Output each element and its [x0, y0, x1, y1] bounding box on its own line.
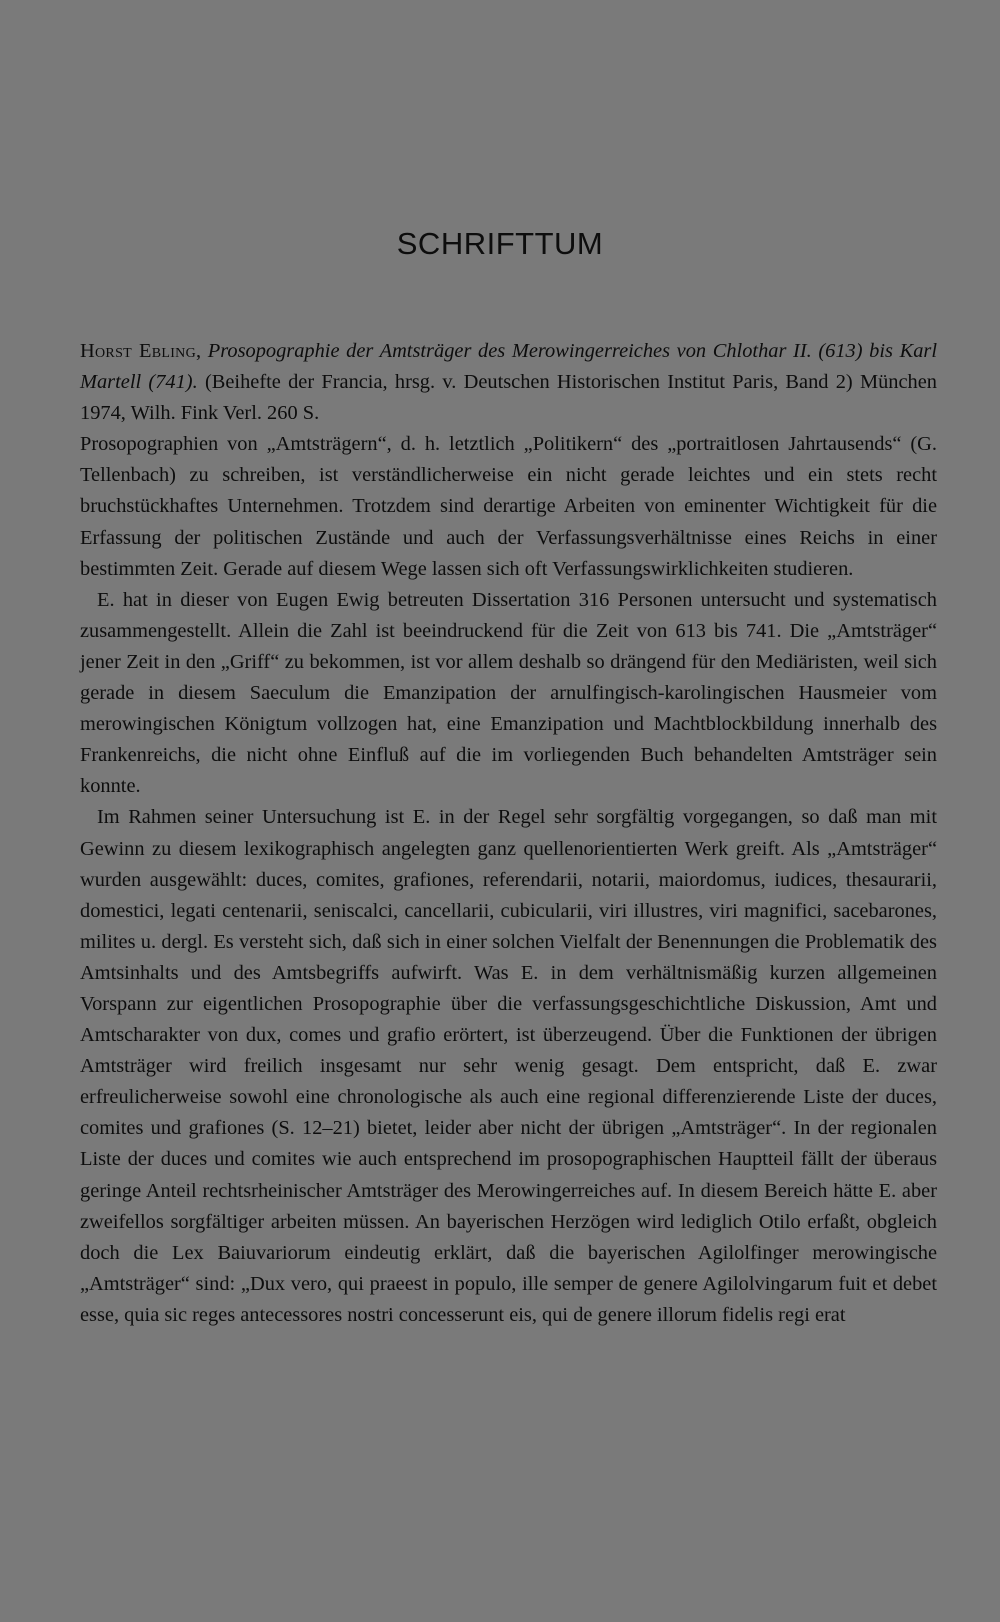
review-paragraph-1: Prosopographien von „Amtsträgern“, d. h. letztlich „Politikern“ des „portraitlosen Jahrtausends“ (G. Tellenbach) zu schreiben, ist verständlicherweise ein nicht gerade leichtes und ein stets recht bruchstückhaftes Unternehmen. Trotzdem sind derartige Arbeiten von eminenter Wichtigkeit für die Erfassung der politischen Zustände und auch der Verfassungsverhältnisse eines Reichs in einer bestimmten Zeit. Gerade auf diesem Wege lassen sich oft Verfassungswirklichkeiten studieren.: [80, 433, 937, 580]
author-separator: ,: [195, 340, 208, 362]
review-paragraph-2: E. hat in dieser von Eugen Ewig betreuten Dissertation 316 Personen untersucht und systematisch zusammengestellt. Allein die Zahl ist beeindruckend für die Zeit von 613 bis 741. Die „Amtsträger“ jener Zeit in den „Griff“ zu bekommen, ist vor allem deshalb so drängend für den Mediäristen, weil sich gerade in diesem Saeculum die Emanzipation der arnulfingisch-karolingischen Hausmeier vom merowingischen Königtum vollzogen hat, eine Emanzipation und Machtblockbildung innerhalb des Frankenreichs, die nicht ohne Einfluß auf die im vorliegenden Buch behandelten Amtsträger sein konnte.: [80, 588, 937, 798]
review-paragraph-3: Im Rahmen seiner Untersuchung ist E. in der Regel sehr sorgfältig vorgegangen, so daß man mit Gewinn zu diesem lexikographisch angelegten ganz quellenorientierten Werk greift. Als „Amtsträger“ wurden ausgewählt: duces, comites, grafiones, referendarii, notarii, maiordomus, iudices, thesaurarii, domestici, legati centenarii, seniscalci, cancellarii, cubicularii, viri illustres, viri magnifici, sacebarones, milites u. dergl. Es versteht sich, daß sich in einer solchen Vielfalt der Benennungen die Problematik des Amtsinhalts und des Amtsbegriffs aufwirft. Was E. in dem verhältnismäßig kurzen allgemeinen Vorspann zur eigentlichen Prosopographie über die verfassungsgeschichtliche Diskussion, Amt und Amtscharakter von dux, comes und grafio erörtert, ist überzeugend. Über die Funktionen der übrigen Amtsträger wird freilich insgesamt nur sehr wenig gesagt. Dem entspricht, daß E. zwar erfreulicherweise sowohl eine chronologische als auch eine regional differenzierende Liste der duces, comites und grafiones (S. 12–21) bietet, leider aber nicht der übrigen „Amtsträger“. In der regionalen Liste der duces und comites wie auch entsprechend im prosopographischen Hauptteil fällt der überaus geringe Anteil rechtsrheinischer Amtsträger des Merowingerreiches auf. In diesem Bereich hätte E. aber zweifellos sorgfältiger arbeiten müssen. An bayerischen Herzögen wird lediglich Otilo erfaßt, obgleich doch die Lex Baiuvariorum eindeutig erklärt, daß die bayerischen Agilolfinger merowingische „Amtsträger“ sind: „Dux vero, qui praeest in populo, ille semper de genere Agilolvingarum fuit et debet esse, quia sic reges antecessores nostri concesserunt eis, qui de genere illorum fidelis regi erat: [80, 806, 937, 1326]
section-title: SCHRIFTTUM: [396, 226, 604, 261]
publication-info: (Beihefte der Francia, hrsg. v. Deutschen Historischen Institut Paris, Band 2) München 1974, Wilh. Fink Verl. 260 S.: [80, 371, 937, 425]
review-text: [80, 336, 937, 1331]
review-citation: [80, 336, 937, 429]
review-author: Horst Ebling: [80, 340, 196, 362]
book-title: Prosopographie der Amtsträger des Merowingerreiches von Chlothar II. (613) bis Karl Martell (741).: [80, 340, 938, 394]
